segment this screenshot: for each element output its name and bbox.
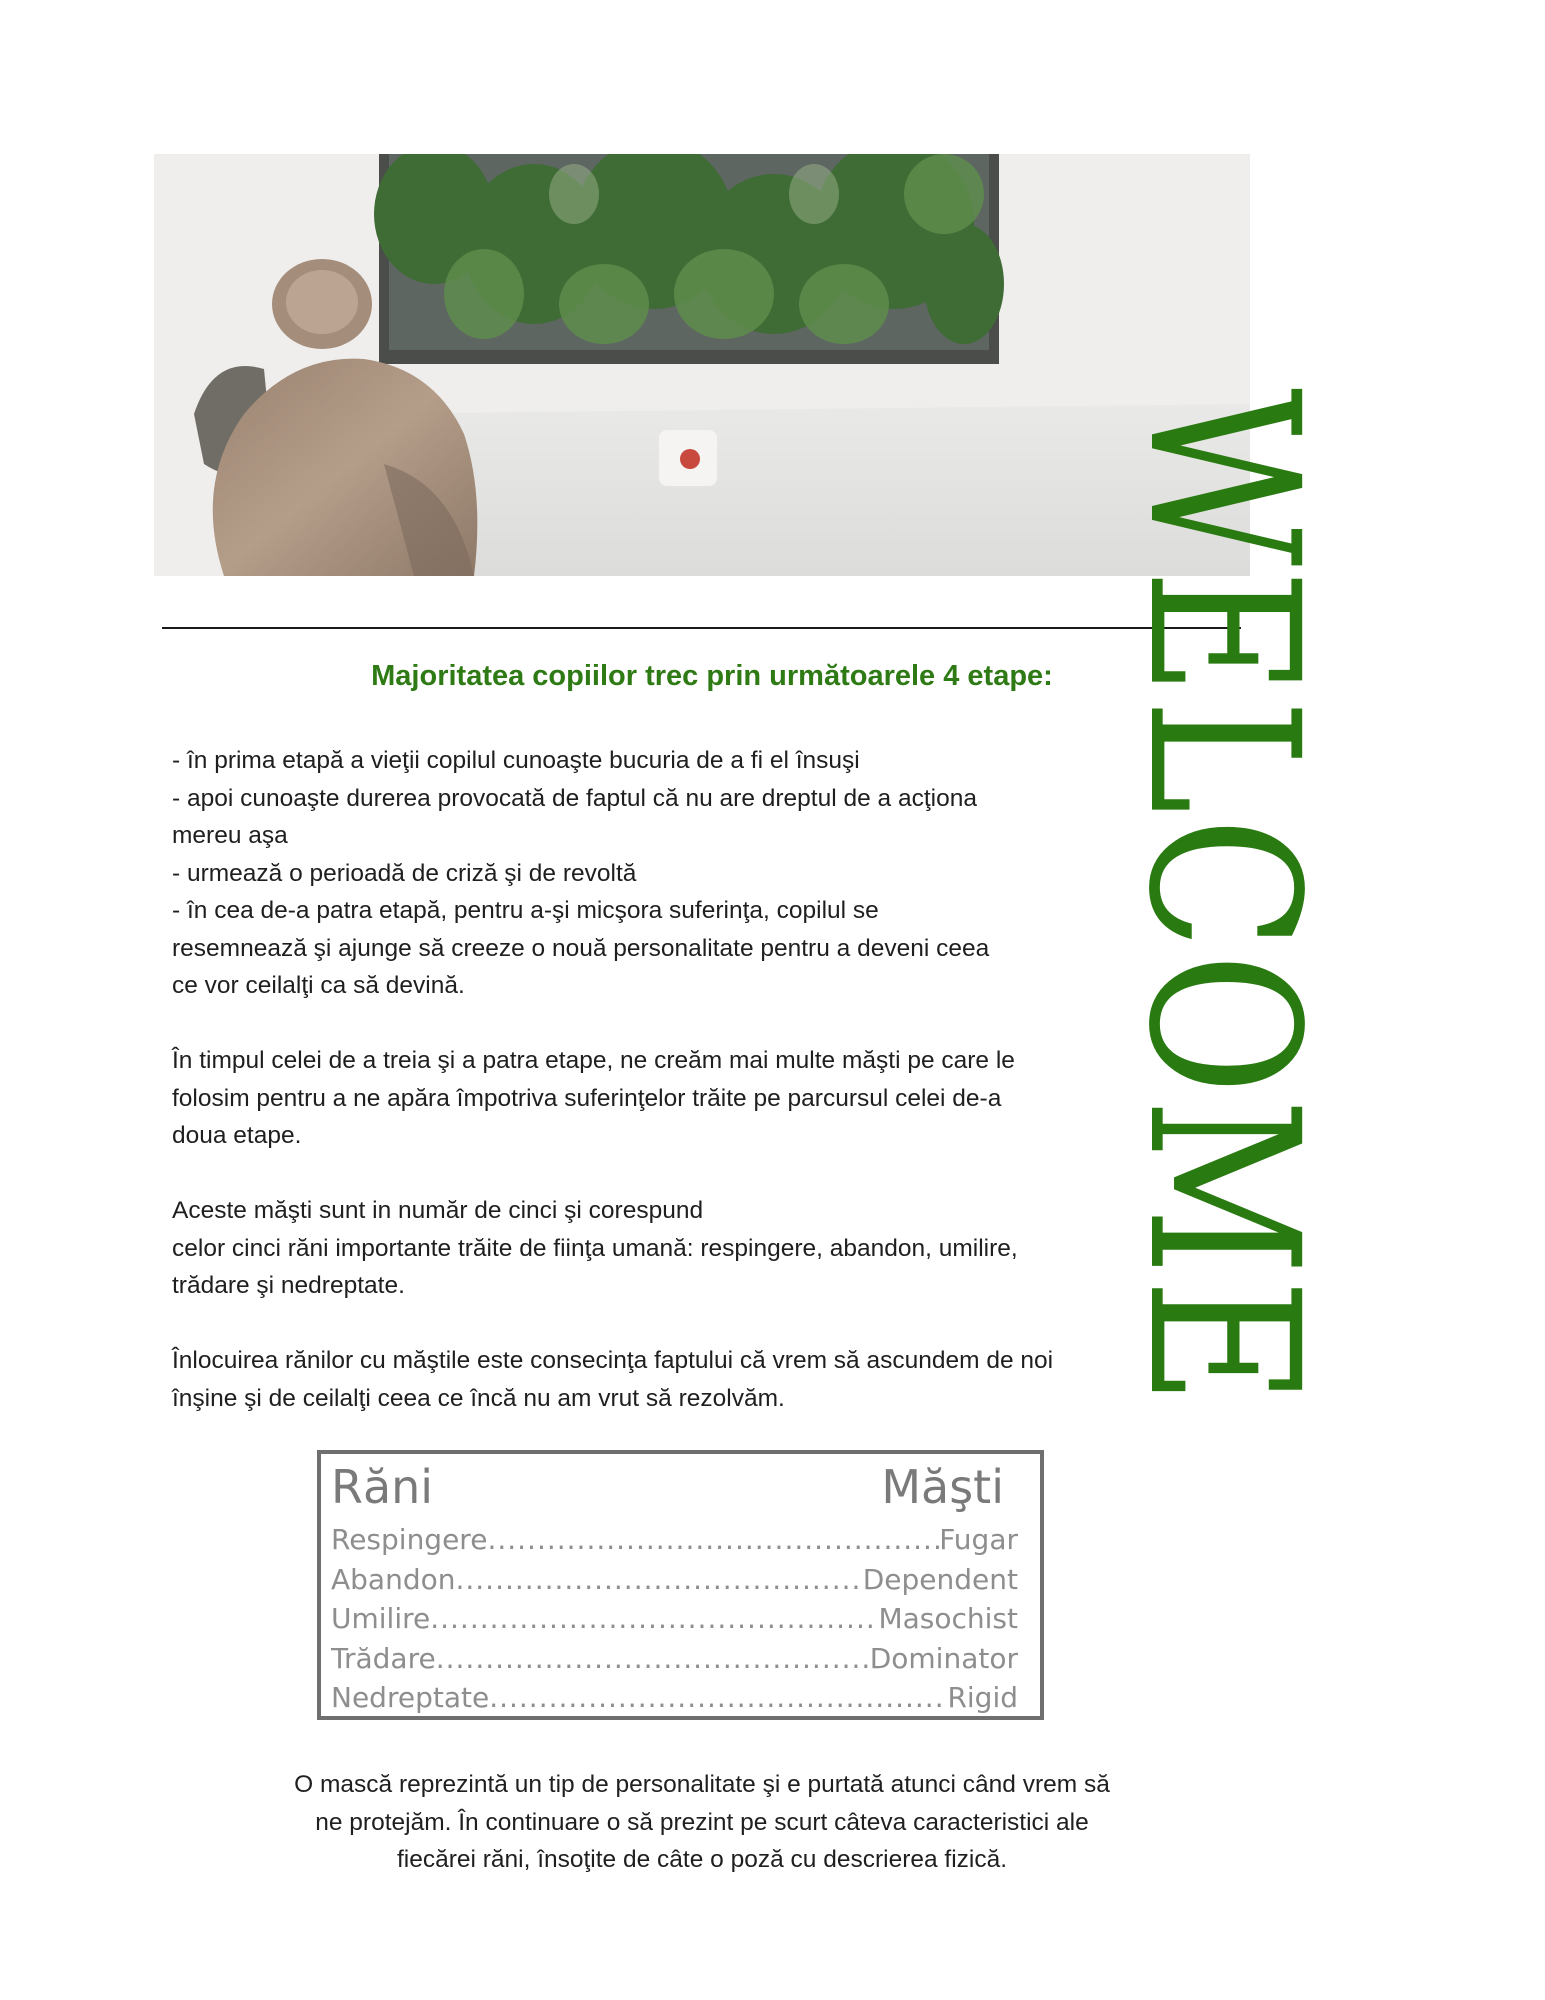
leader-dots bbox=[455, 1560, 862, 1600]
stage-line: - în cea de-a patra etapă, pentru a-şi micşora suferinţa, copilul se bbox=[172, 897, 879, 924]
mask-cell: Rigid bbox=[947, 1681, 1018, 1714]
wound-cell: Nedreptate bbox=[331, 1681, 490, 1714]
paragraph-line: celor cinci răni importante trăite de fiinţa umană: respingere, abandon, umilire, bbox=[172, 1234, 1018, 1262]
masks-paragraph bbox=[172, 1042, 1262, 1155]
mask-cell: Dominator bbox=[869, 1641, 1018, 1675]
table-row bbox=[331, 1520, 1018, 1560]
closing-line: ne protejăm. În continuare o să prezint pe scurt câteva caracteristici ale bbox=[315, 1808, 1089, 1836]
body-text bbox=[172, 742, 1262, 1455]
table-row bbox=[331, 1599, 1018, 1639]
wounds-masks-table bbox=[317, 1450, 1044, 1720]
wound-cell: Abandon bbox=[331, 1562, 456, 1596]
closing-line: fiecărei răni, însoţite de câte o poză cu descrierea fizică. bbox=[396, 1846, 1008, 1873]
stage-line: - urmează o perioadă de criză şi de revoltă bbox=[172, 859, 637, 887]
closing-text bbox=[182, 1766, 1222, 1879]
wound-cell: Respingere bbox=[331, 1523, 488, 1556]
table-row bbox=[331, 1678, 1018, 1718]
paragraph-line: Aceste măşti sunt in număr de cinci şi corespund bbox=[172, 1197, 704, 1224]
table-header-masks: Măşti bbox=[881, 1460, 1004, 1514]
wounds-paragraph bbox=[172, 1192, 1262, 1305]
wound-cell: Trădare bbox=[331, 1641, 436, 1675]
table-header bbox=[331, 1458, 1004, 1516]
paragraph-line: doua etape. bbox=[172, 1122, 302, 1149]
stage-line: - apoi cunoaşte durerea provocată de faptul că nu are dreptul de a acţiona bbox=[172, 784, 977, 812]
divider-line bbox=[162, 627, 1241, 629]
mask-cell: Dependent bbox=[862, 1562, 1018, 1596]
leader-dots bbox=[430, 1599, 878, 1639]
paragraph-line: trădare şi nedreptate. bbox=[172, 1272, 405, 1299]
table-rows bbox=[331, 1520, 1018, 1718]
table-row bbox=[331, 1560, 1018, 1600]
paragraph-line: folosim pentru a ne apăra împotriva suferinţelor trăite pe parcursul celei de-a bbox=[172, 1084, 1002, 1112]
section-heading: Majoritatea copiilor trec prin următoarele 4 etape: bbox=[371, 660, 1053, 692]
table-header-wounds: Răni bbox=[331, 1460, 434, 1514]
stage-line: - în prima etapă a vieţii copilul cunoaşte bucuria de a fi el însuşi bbox=[172, 747, 860, 774]
leader-dots bbox=[489, 1678, 947, 1718]
stage-line: resemnează şi ajunge să creeze o nouă personalitate pentru a deveni ceea bbox=[172, 934, 990, 962]
welcome-text: WELCOME bbox=[1103, 388, 1343, 1409]
leader-dots bbox=[436, 1639, 870, 1679]
closing-line: O mască reprezintă un tip de personalitate şi e purtată atunci când vrem să bbox=[294, 1771, 1110, 1798]
paragraph-line: Înlocuirea rănilor cu măştile este consecinţa faptului că vrem să ascundem de noi bbox=[172, 1347, 1054, 1374]
leader-dots bbox=[487, 1520, 939, 1560]
paragraph-line: În timpul celei de a treia şi a patra etape, ne creăm mai multe măşti pe care le bbox=[172, 1047, 1015, 1074]
mask-cell: Masochist bbox=[878, 1602, 1018, 1635]
hero-photo bbox=[154, 154, 1250, 576]
table-row bbox=[331, 1639, 1018, 1679]
wound-cell: Umilire bbox=[331, 1602, 431, 1635]
stages-paragraph bbox=[172, 742, 1262, 1005]
mask-cell: Fugar bbox=[939, 1523, 1018, 1556]
replacement-paragraph bbox=[172, 1342, 1262, 1417]
stage-line: mereu aşa bbox=[172, 822, 288, 849]
stage-line: ce vor ceilalţi ca să devină. bbox=[172, 972, 465, 999]
paragraph-line: înşine şi de ceilalţi ceea ce încă nu am vrut să rezolvăm. bbox=[172, 1384, 785, 1412]
